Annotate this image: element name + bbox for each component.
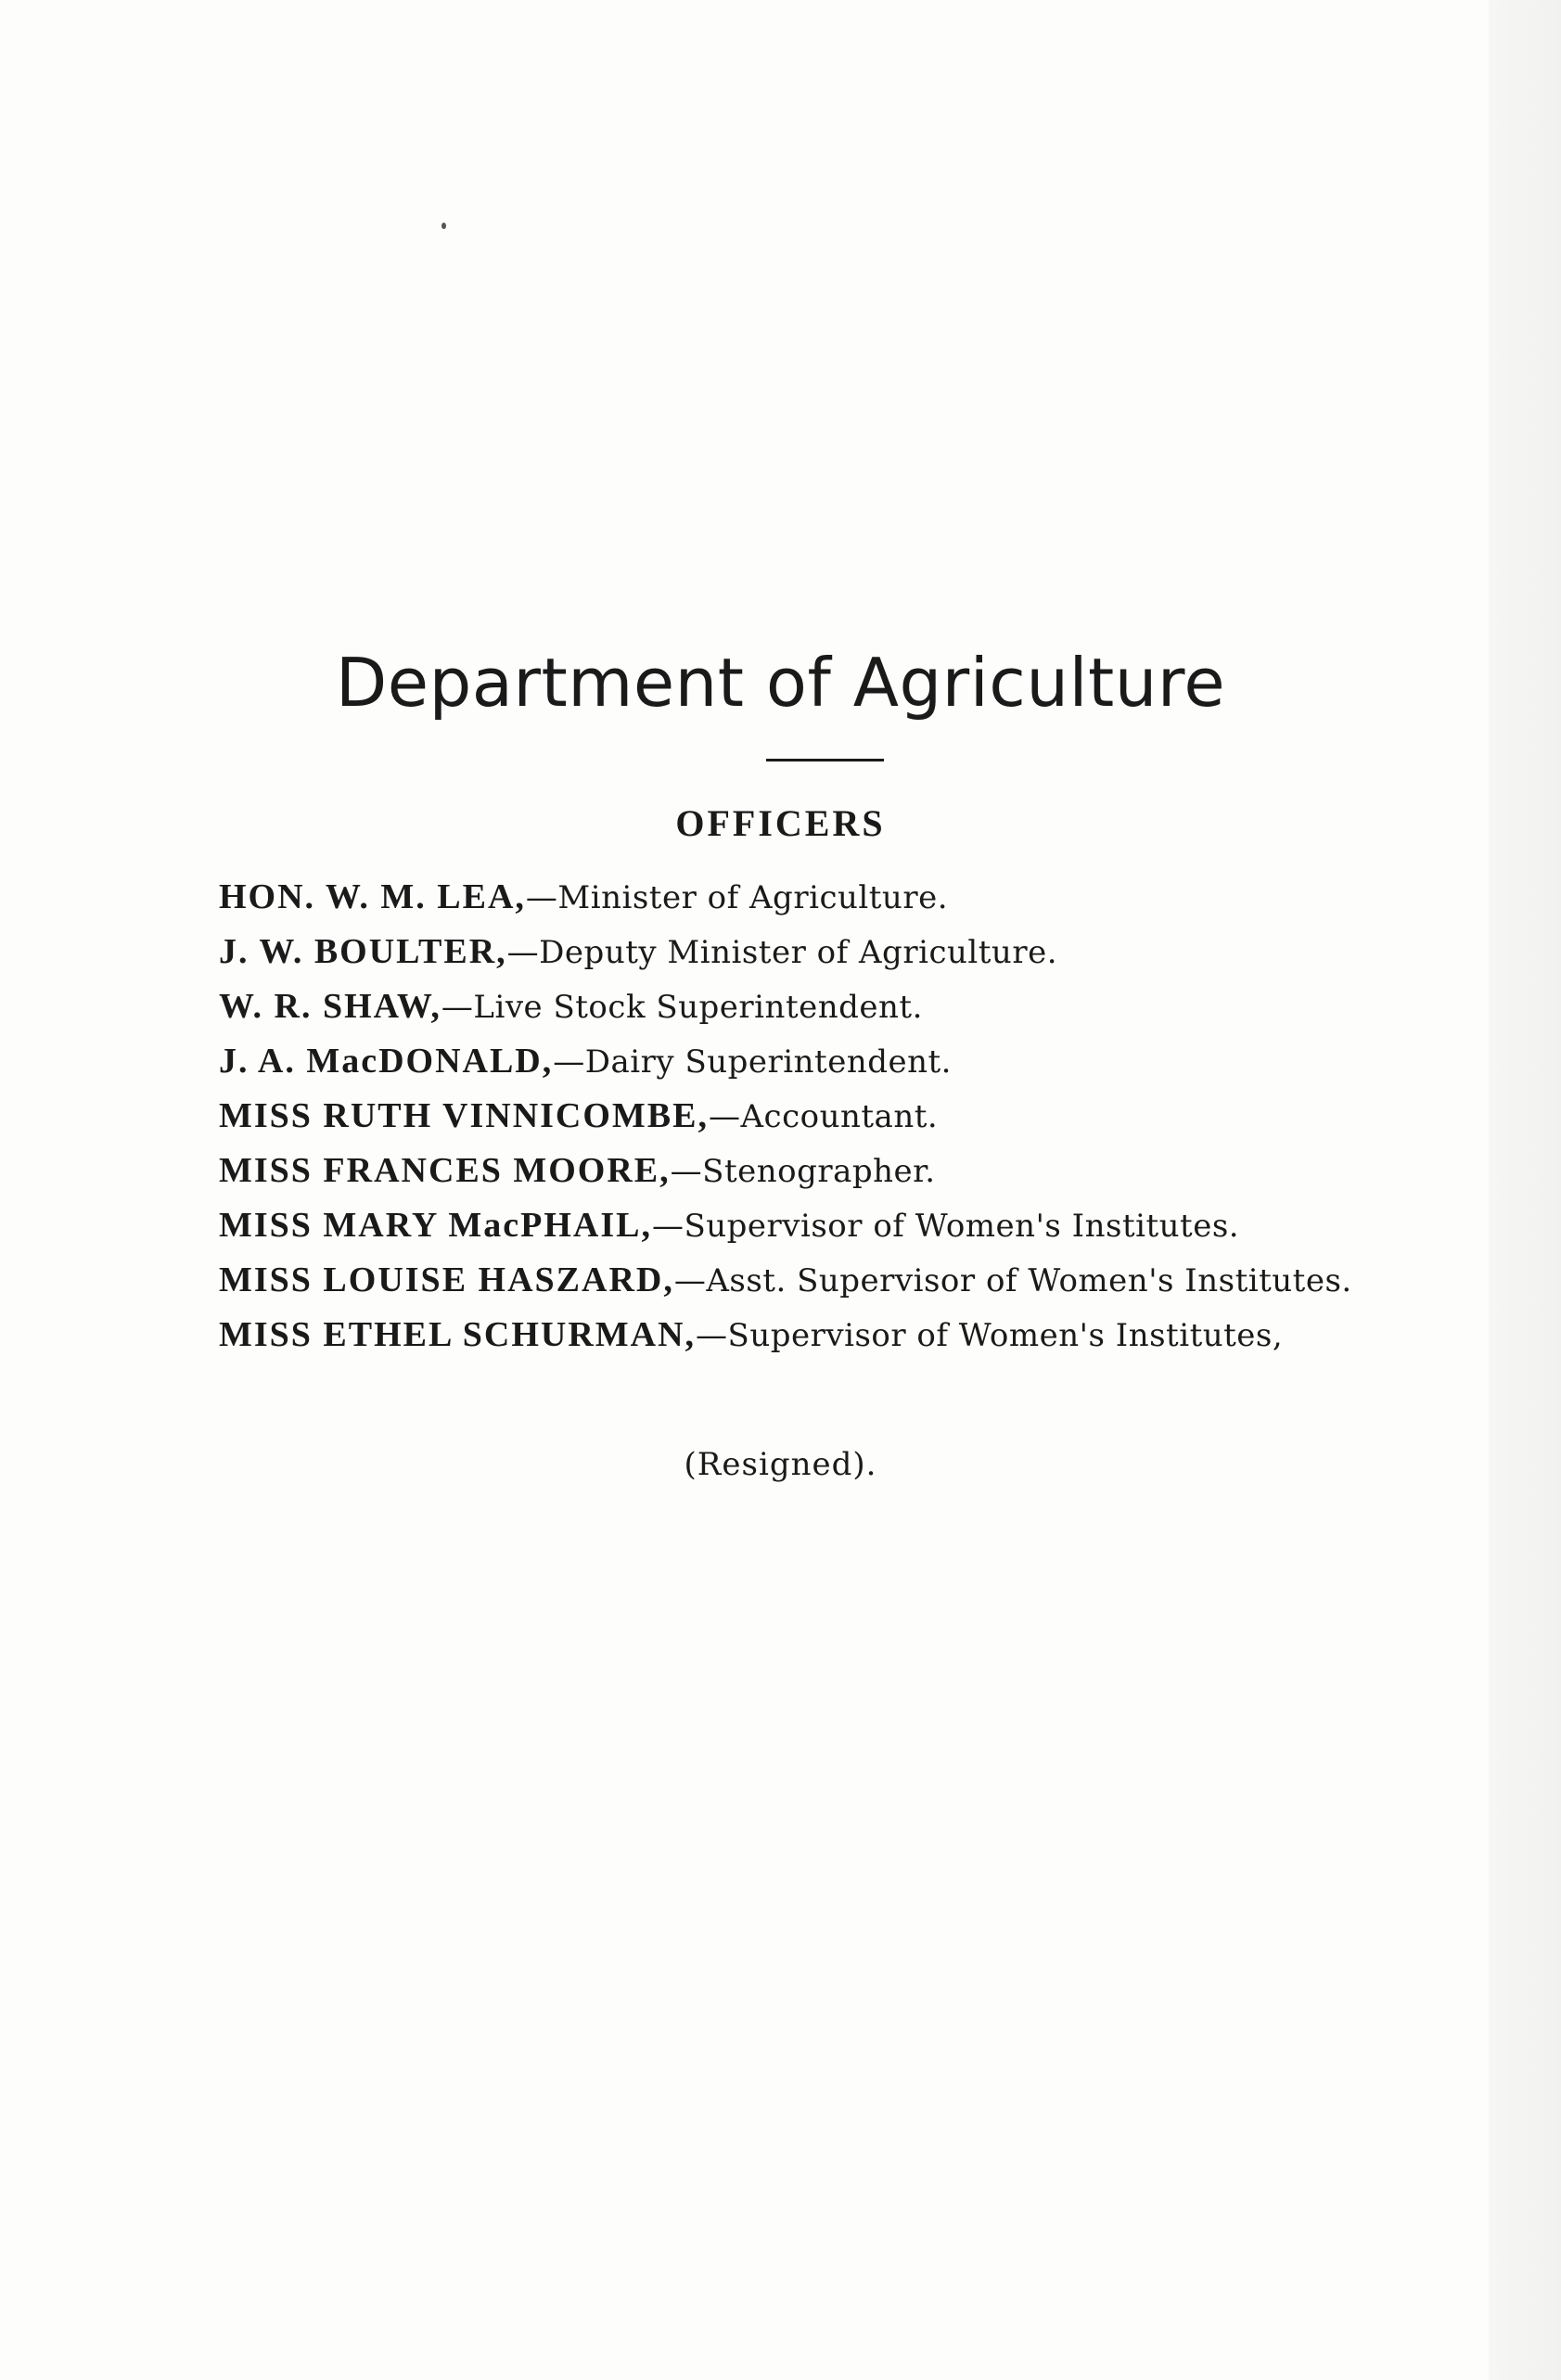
officer-name: J. W. BOULTER, <box>219 932 507 971</box>
officer-role: —Asst. Supervisor of Women's Institutes. <box>673 1262 1352 1299</box>
officer-entry <box>219 1260 1517 1314</box>
officer-name: W. R. SHAW, <box>219 987 441 1026</box>
officer-role: —Accountant. <box>708 1098 939 1135</box>
officer-name: J. A. MacDONALD, <box>219 1042 554 1081</box>
officer-entry <box>219 931 1517 986</box>
resigned-note: (Resigned). <box>684 1446 877 1483</box>
officer-entry <box>219 1314 1517 1369</box>
officers-heading: OFFICERS <box>675 802 886 844</box>
officer-role: —Minister of Agriculture. <box>525 879 949 916</box>
officer-role: —Dairy Superintendent. <box>553 1043 952 1081</box>
officer-name: MISS MARY MacPHAIL, <box>219 1206 652 1245</box>
officer-entry <box>219 1095 1517 1150</box>
officer-list <box>219 877 1517 1369</box>
officer-name: MISS ETHEL SCHURMAN, <box>219 1315 697 1354</box>
ink-speck <box>441 223 446 229</box>
officer-name: MISS RUTH VINNICOMBE, <box>219 1096 709 1135</box>
officer-entry <box>219 877 1517 931</box>
officer-entry <box>219 1041 1517 1095</box>
officer-role: —Live Stock Superintendent. <box>441 989 923 1026</box>
officer-role: —Supervisor of Women's Institutes. <box>651 1208 1240 1245</box>
officer-name: MISS FRANCES MOORE, <box>219 1151 671 1190</box>
officer-entry <box>219 986 1517 1041</box>
officer-entry <box>219 1150 1517 1205</box>
title-divider <box>766 759 884 761</box>
officer-name: HON. W. M. LEA, <box>219 877 526 916</box>
officer-entry <box>219 1205 1517 1260</box>
officer-name: MISS LOUISE HASZARD, <box>219 1260 674 1299</box>
officer-role: —Supervisor of Women's Institutes, <box>696 1317 1284 1354</box>
page-title: Department of Agriculture <box>335 644 1226 722</box>
officer-role: —Deputy Minister of Agriculture. <box>506 934 1058 971</box>
officer-role: —Stenographer. <box>670 1153 936 1190</box>
